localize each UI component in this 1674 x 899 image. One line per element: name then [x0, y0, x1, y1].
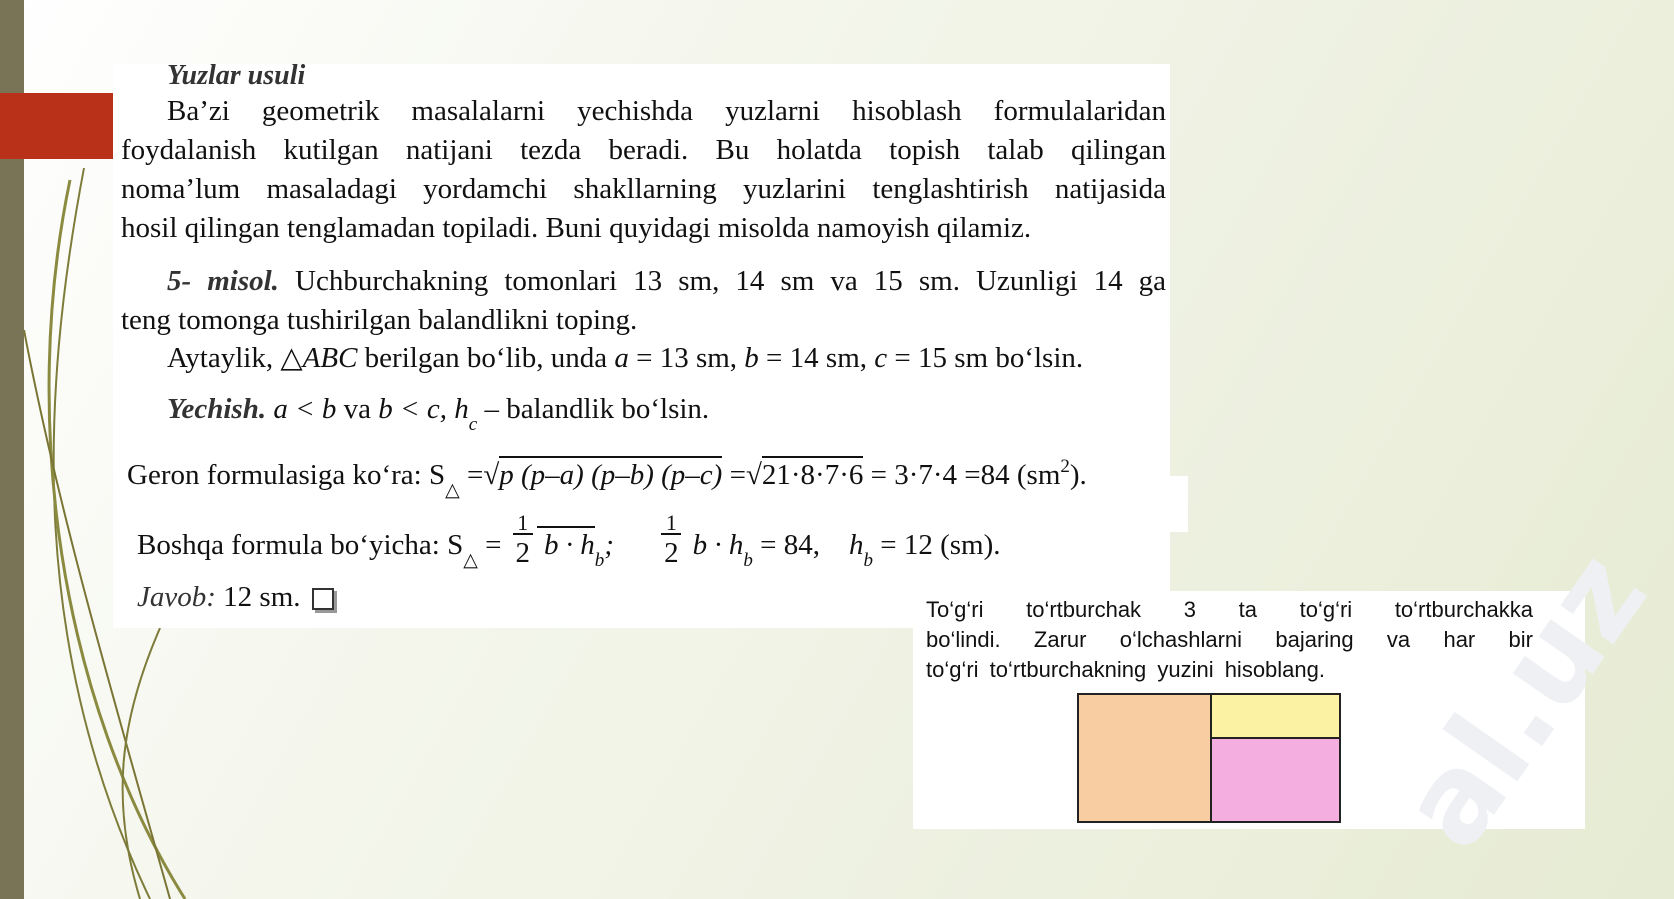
solution-line	[167, 390, 1167, 435]
end-of-proof-icon	[312, 588, 334, 610]
given-prefix: Aytaylik,	[167, 342, 281, 374]
lesson-text-panel	[113, 60, 1170, 628]
pink-rectangle	[1212, 739, 1339, 821]
task-text	[926, 595, 1533, 685]
height-h: h	[848, 529, 864, 561]
other-area-subscript: △	[463, 550, 478, 571]
triangle-symbol: △	[280, 342, 303, 374]
radicand-2: 21·8·7·6	[762, 456, 863, 491]
other-formula-line	[137, 510, 1177, 571]
given-line	[167, 339, 1167, 378]
conjunction: va	[336, 393, 379, 425]
rectangle-figure	[1077, 693, 1341, 823]
given-text: berilgan bo‘lib, unda	[357, 342, 615, 374]
height-value: = 12 (sm).	[872, 529, 1001, 561]
heron-label: Geron formulasiga ko‘ra: S	[127, 459, 446, 491]
task-line-3: to‘g‘ri to‘rtburchakning yuzini hisoblang.	[926, 657, 1325, 682]
var-a: a	[614, 342, 629, 374]
watermark: al.uz	[1374, 528, 1674, 873]
heron-close: ).	[1069, 459, 1087, 491]
example-label: 5- misol.	[167, 265, 279, 297]
answer-label: Javob:	[137, 581, 216, 613]
task-line-2: bo‘lindi. Zarur o‘lchashlarni bajaring va har bir	[926, 627, 1533, 652]
value-a: = 13 sm,	[628, 342, 745, 374]
example-line-2: teng tomonga tushirilgan balandlikni toping.	[121, 304, 638, 336]
triangle-name: ABC	[302, 342, 358, 374]
sqrt-sign-2: =√	[722, 459, 762, 491]
fraction-numerator-1: 1	[517, 510, 529, 535]
solution-rest: – balandlik bo‘lsin.	[477, 393, 710, 425]
intro-line-2: foydalanish kutilgan natijani tezda beradi. Bu holatda topish talab qilingan	[121, 134, 1166, 166]
var-c: c	[874, 342, 888, 374]
yellow-rectangle	[1212, 695, 1339, 739]
intro-line-3: noma’lum masaladagi yordamchi shakllarning yuzlarini tenglashtirish natijasida	[121, 173, 1166, 205]
other-equals: =	[477, 529, 509, 561]
section-title: Yuzlar usuli	[167, 60, 306, 91]
answer-value: 12 sm.	[215, 581, 301, 613]
sqrt-sign-1: =√	[459, 459, 500, 491]
unit-exponent: 2	[1060, 456, 1070, 477]
radicand-1: p (p–a) (p–b) (p–c)	[499, 456, 722, 491]
sub-b-3: b	[863, 550, 873, 571]
fraction-numerator-2: 1	[665, 510, 677, 535]
fraction-denominator-1: 2	[515, 537, 530, 569]
equals-84: = 84,	[752, 529, 820, 561]
semicolon: ;	[604, 529, 614, 561]
example-line-1	[121, 262, 1166, 301]
height-subscript: c	[468, 414, 478, 435]
value-c: = 15 sm bo‘lsin.	[887, 342, 1084, 374]
sub-b-2: b	[743, 550, 753, 571]
intro-line-4: hosil qilingan tenglamadan topiladi. Buni quyidagi misolda namoyish qilamiz.	[121, 212, 1032, 244]
condition-2: b < c, h	[378, 393, 469, 425]
half-fraction-1	[509, 510, 537, 569]
task-line-1: To‘g‘ri to‘rtburchak 3 ta to‘g‘ri to‘rtburchakka	[926, 597, 1533, 622]
orange-rectangle	[1079, 695, 1212, 821]
fraction-denominator-2: 2	[664, 537, 679, 569]
intro-line-1: Ba’zi geometrik masalalarni yechishda yuzlarni hisoblash formulalaridan	[167, 95, 1166, 127]
half-fraction-2	[657, 510, 685, 569]
area-subscript: △	[445, 480, 460, 501]
condition-1: a < b	[266, 393, 337, 425]
value-b: = 14 sm,	[758, 342, 875, 374]
product-expr-2: b · h	[685, 529, 744, 561]
heron-result: = 3·7·4 =84 (sm	[863, 459, 1061, 491]
solution-label: Yechish.	[167, 393, 267, 425]
var-b: b	[744, 342, 759, 374]
product-expr-1: b · h	[537, 526, 595, 561]
heron-formula-line	[127, 456, 1187, 501]
other-label: Boshqa formula bo‘yicha: S	[137, 529, 464, 561]
sub-b-1: b	[594, 550, 605, 571]
example-text-1: Uchburchakning tomonlari 13 sm, 14 sm va 15 sm. Uzunligi 14 ga	[295, 265, 1167, 297]
answer-line	[137, 578, 537, 617]
